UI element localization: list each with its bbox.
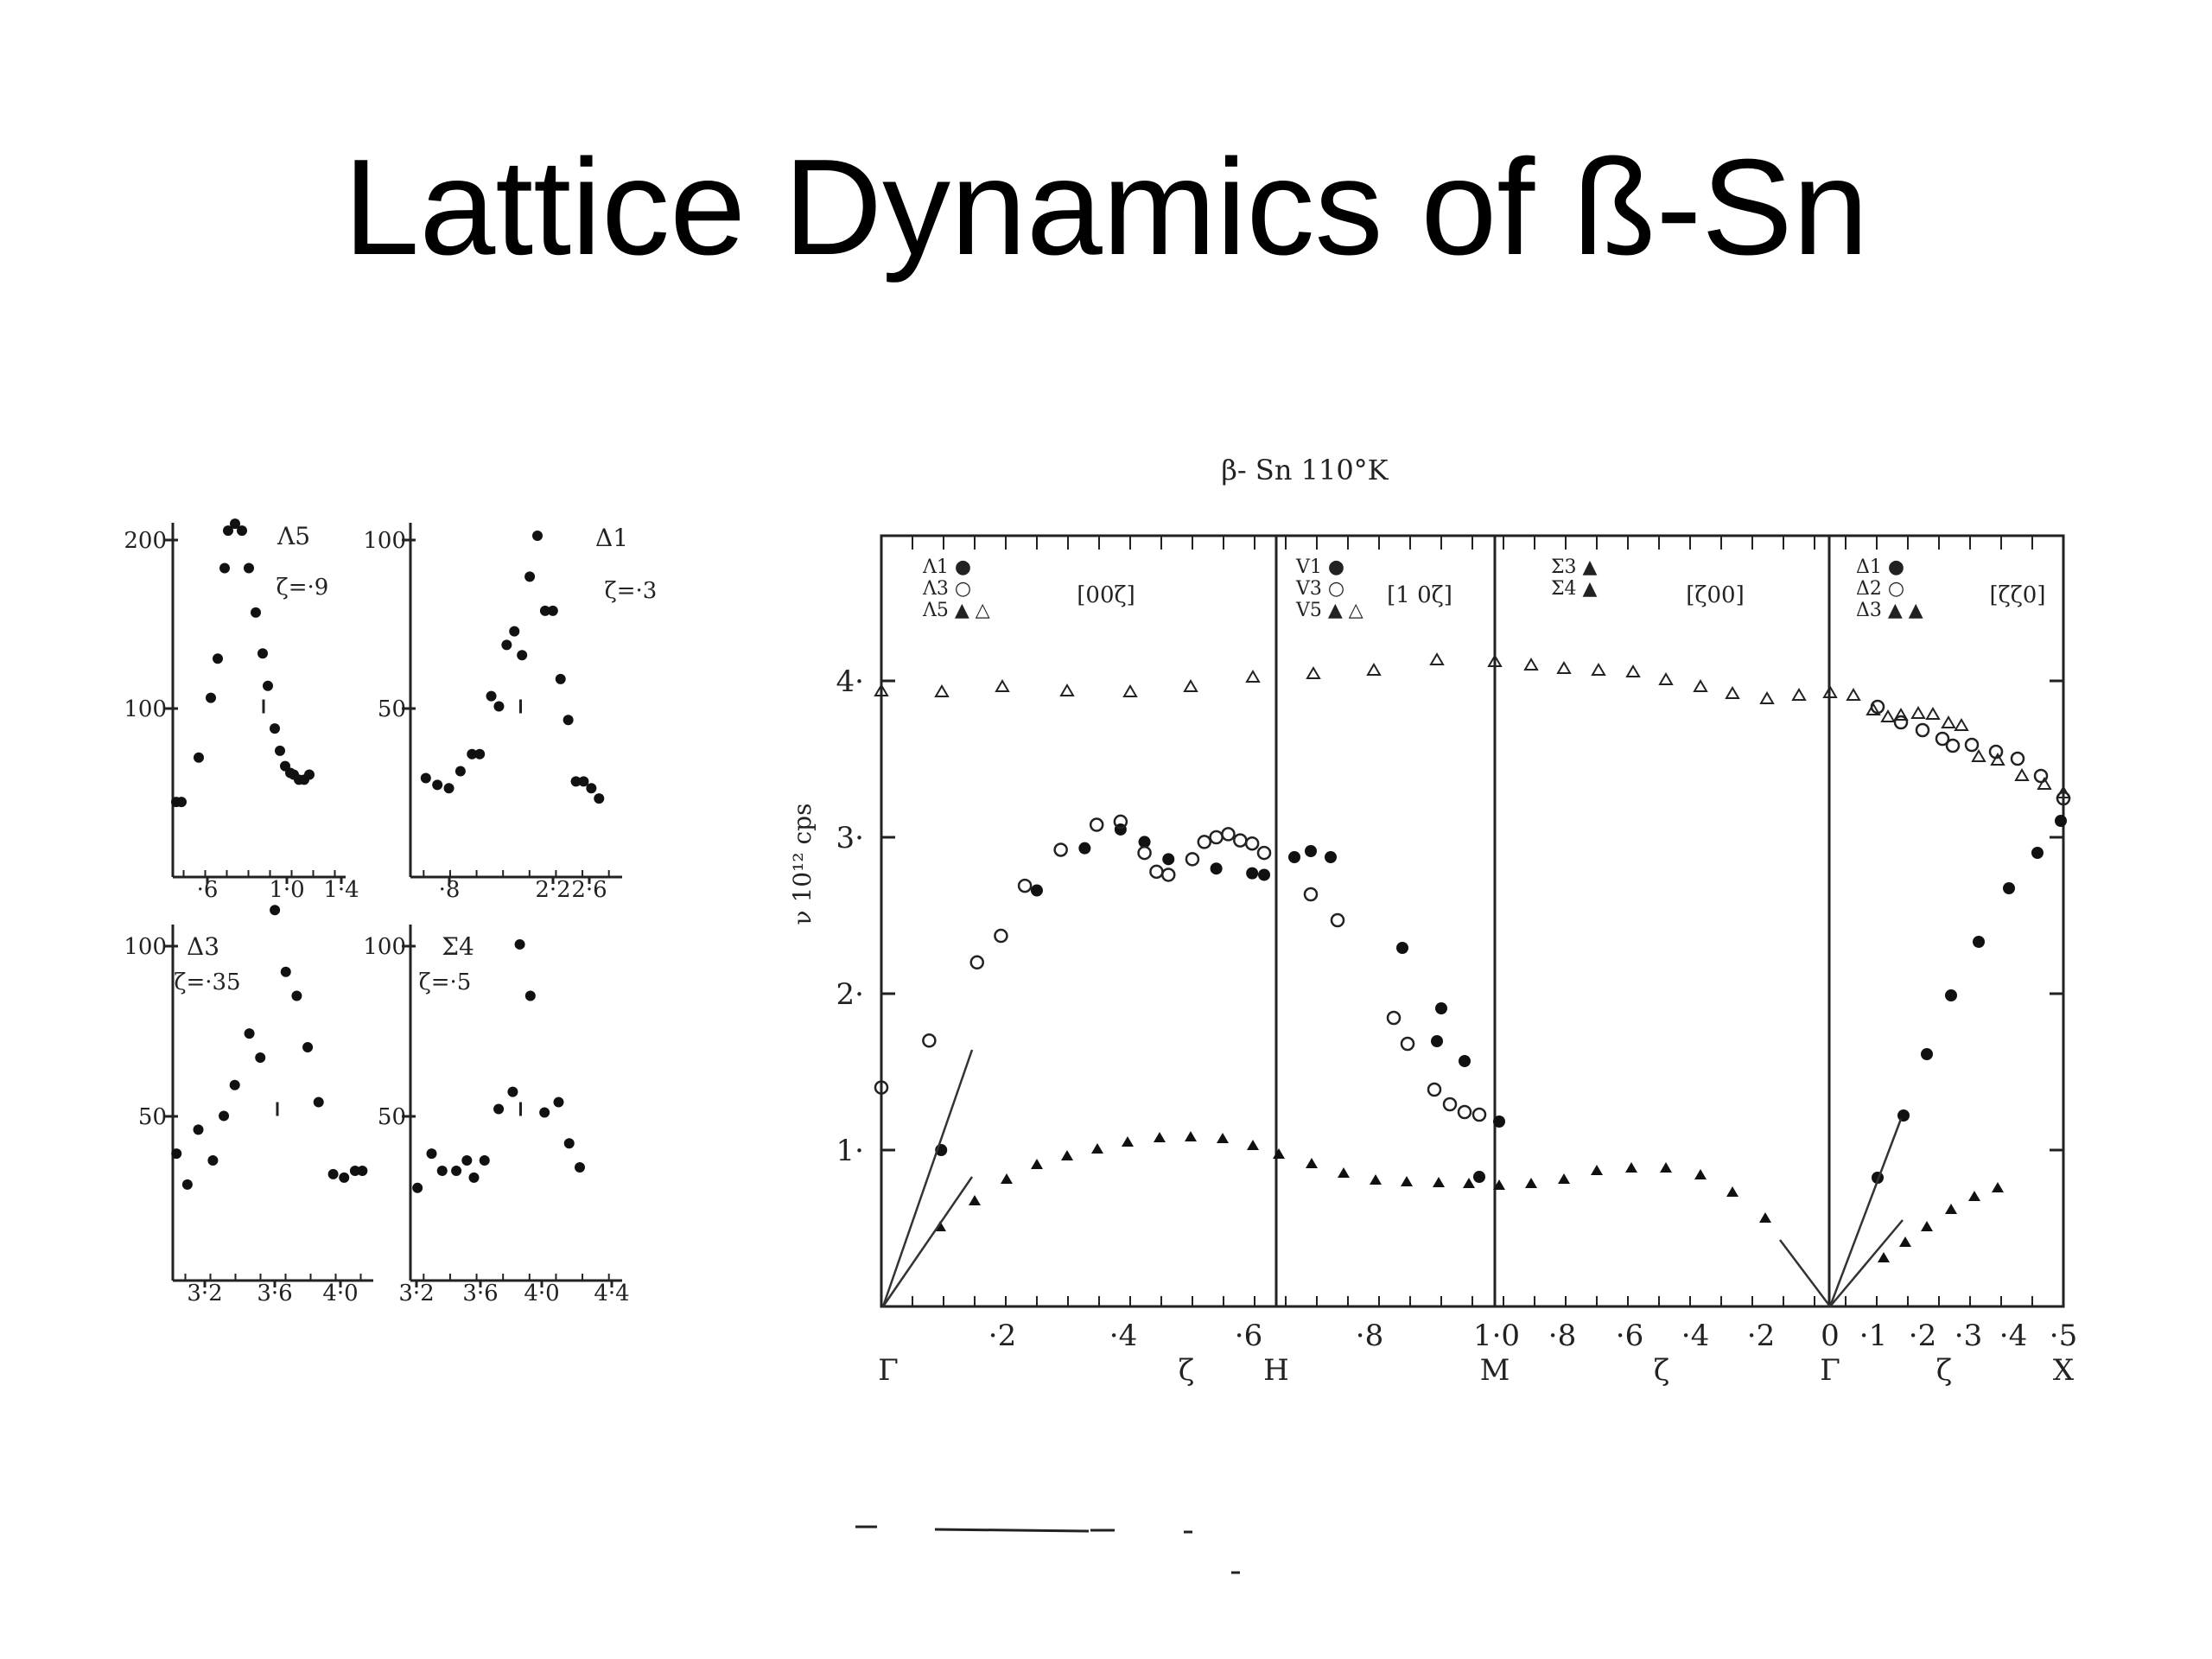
open-triangle-point [1793, 690, 1805, 700]
direction-label: [00ζ] [1077, 582, 1135, 608]
data-point [474, 749, 485, 760]
open-triangle-point [1247, 671, 1259, 682]
open-triangle-point [936, 686, 948, 696]
open-circle-point [1947, 740, 1959, 752]
data-point [263, 681, 273, 691]
data-point [314, 1097, 324, 1108]
direction-label: [ζ00] [1686, 582, 1745, 608]
open-circle-point [1459, 1106, 1471, 1118]
x-tick-label: 4·0 [524, 1281, 560, 1306]
filled-circle-point [1431, 1035, 1443, 1047]
filled-triangle-point [1921, 1221, 1933, 1231]
x-tick-label: 3·6 [462, 1281, 499, 1306]
open-triangle-point [2016, 770, 2028, 780]
legend-entry: Λ5 ▲ △ [923, 600, 990, 621]
symmetry-point-label: X [2052, 1353, 2075, 1388]
y-tick-label: 50 [377, 696, 406, 722]
x-tick-label: ·2 [1746, 1319, 1776, 1353]
data-point [556, 674, 566, 684]
x-tick-label: ·3 [1954, 1319, 1983, 1353]
x-tick-label: 3·6 [257, 1281, 293, 1306]
y-tick-label: 2· [836, 977, 864, 1012]
section-4 [1856, 556, 2046, 621]
filled-circle-point [1459, 1055, 1471, 1067]
open-circle-point [995, 930, 1007, 942]
x-tick-label: 1·0 [269, 877, 305, 903]
data-point [469, 1173, 480, 1183]
open-triangle-point [1558, 663, 1570, 673]
symmetry-point-label: ζ [1936, 1353, 1953, 1388]
open-circle-point [2035, 770, 2047, 782]
data-point [255, 1052, 265, 1063]
legend-entry: Σ3 ▲ [1551, 556, 1598, 578]
open-circle-point [1246, 837, 1258, 849]
open-circle-point [1428, 1084, 1440, 1096]
panel-bottom-right [363, 925, 629, 1306]
filled-triangle-point [1726, 1186, 1738, 1197]
legend-entry: Σ4 ▲ [1551, 578, 1598, 600]
data-point [237, 525, 247, 536]
data-point [244, 563, 254, 574]
filled-circle-point [1078, 842, 1090, 855]
open-triangle-point [1660, 674, 1672, 684]
open-circle-point [2012, 753, 2024, 765]
data-point [275, 746, 285, 756]
open-circle-point [1966, 739, 1978, 751]
open-circle-point [1473, 1109, 1485, 1121]
open-triangle-point [1368, 664, 1380, 675]
open-circle-point [1895, 716, 1907, 728]
filled-circle-point [1435, 1002, 1447, 1014]
open-triangle-point [1124, 686, 1136, 696]
symmetry-point-label: ζ [1178, 1353, 1195, 1388]
chart-title: β- Sn 110°K [1221, 454, 1389, 486]
x-tick-label: 4·0 [322, 1281, 359, 1306]
x-tick-label: ·4 [1999, 1319, 2028, 1353]
filled-circle-point [1031, 885, 1043, 897]
data-point [270, 905, 280, 915]
data-point [548, 606, 558, 616]
open-circle-point [1055, 843, 1067, 855]
open-triangle-point [1992, 754, 2004, 765]
open-circle-point [1258, 847, 1270, 859]
data-point [251, 607, 261, 618]
x-tick-label: 3·2 [398, 1281, 435, 1306]
data-point [339, 1173, 349, 1183]
data-point [564, 1138, 575, 1148]
data-point [182, 1179, 193, 1190]
zeta-label: ζ=·3 [604, 578, 658, 604]
open-circle-point [1162, 868, 1174, 880]
filled-triangle-point [1625, 1162, 1637, 1173]
filled-triangle-point [1694, 1169, 1707, 1179]
symmetry-point-label: H [1263, 1353, 1289, 1388]
y-axis-label: ν 10¹² cps [788, 803, 817, 925]
open-circle-point [971, 957, 983, 969]
filled-circle-point [1305, 845, 1317, 857]
x-tick-label: 4·4 [594, 1281, 630, 1306]
data-point [554, 1097, 564, 1108]
filled-circle-point [2003, 882, 2015, 894]
filled-circle-point [1921, 1048, 1933, 1060]
x-tick-label: 1·4 [323, 877, 359, 903]
filled-triangle-point [1401, 1176, 1413, 1186]
filled-circle-point [1258, 868, 1270, 880]
x-tick-label: ·8 [1548, 1319, 1577, 1353]
legend-entry: Δ3 ▲ ▲ [1856, 600, 1923, 621]
open-triangle-point [1973, 751, 1985, 761]
x-tick-label: ·2 [988, 1319, 1017, 1353]
data-point [328, 1169, 339, 1179]
data-point [257, 648, 268, 658]
open-triangle-point [1847, 690, 1859, 700]
symmetry-point-label: ζ [1653, 1353, 1670, 1388]
data-point [171, 1148, 181, 1159]
legend-entry: V1 ● [1296, 556, 1345, 578]
open-triangle-point [1185, 681, 1197, 691]
data-point [493, 1104, 504, 1115]
data-point [493, 702, 504, 712]
open-circle-point [1234, 835, 1246, 847]
filled-triangle-point [1660, 1162, 1672, 1173]
x-tick-label: ·4 [1109, 1319, 1138, 1353]
x-tick-label: ·6 [1615, 1319, 1644, 1353]
x-tick-label: ·6 [1234, 1319, 1263, 1353]
x-tick-label: ·2 [1908, 1319, 1937, 1353]
filled-circle-point [2055, 815, 2067, 827]
filled-circle-point [1211, 862, 1223, 874]
y-tick-label: 50 [137, 1104, 167, 1130]
legend-entry: Λ1 ● [923, 556, 972, 578]
filled-triangle-point [1945, 1204, 1957, 1214]
data-point [412, 1183, 423, 1193]
data-point [427, 1148, 437, 1159]
open-circle-point [1198, 836, 1211, 848]
zeta-label: ζ=·9 [276, 575, 329, 601]
open-triangle-point [996, 681, 1008, 691]
data-point [461, 1155, 472, 1166]
open-circle-point [1332, 914, 1344, 926]
open-triangle-point [1431, 654, 1443, 664]
data-point [219, 563, 230, 574]
data-point [563, 715, 574, 725]
legend-entry: V3 ○ [1296, 578, 1345, 600]
x-tick-label: 0 [1821, 1319, 1840, 1353]
mode-label: Δ1 [594, 524, 629, 552]
mode-label: Λ5 [276, 522, 311, 550]
data-point [501, 639, 512, 650]
y-tick-label: 100 [363, 528, 406, 554]
chart-frame [881, 536, 2063, 1306]
filled-circle-point [1396, 942, 1408, 954]
symmetry-point-label: Γ [1820, 1353, 1840, 1388]
data-point [357, 1166, 367, 1176]
data-point [291, 990, 302, 1001]
filled-circle-point [1945, 989, 1957, 1001]
data-point [444, 783, 454, 793]
filled-triangle-point [1370, 1174, 1382, 1185]
filled-triangle-point [1273, 1148, 1285, 1159]
data-point [270, 723, 280, 734]
data-point [207, 1155, 218, 1166]
symmetry-point-label: Γ [878, 1353, 899, 1388]
data-point [432, 779, 442, 790]
symmetry-point-label: M [1479, 1353, 1510, 1388]
data-point [213, 653, 223, 664]
x-tick-label: ·4 [1681, 1319, 1710, 1353]
open-circle-point [1305, 888, 1317, 900]
data-point [486, 691, 497, 702]
filled-triangle-point [1463, 1178, 1475, 1188]
open-circle-point [1186, 853, 1198, 865]
filled-triangle-point [1061, 1150, 1073, 1160]
x-tick-label: ·8 [1355, 1319, 1384, 1353]
data-point [176, 797, 187, 807]
filled-triangle-point [1185, 1131, 1197, 1141]
open-circle-point [1139, 847, 1151, 859]
slope-line [1830, 1220, 1903, 1306]
data-point [525, 990, 536, 1001]
filled-triangle-point [1247, 1140, 1259, 1150]
data-point [480, 1155, 490, 1166]
y-tick-label: 1· [836, 1134, 864, 1168]
y-tick-label: 100 [363, 934, 406, 960]
open-triangle-point [1592, 664, 1605, 675]
slope-line [1830, 1119, 1901, 1306]
data-point [451, 1166, 461, 1176]
data-point [219, 1110, 229, 1121]
open-triangle-point [1627, 666, 1639, 677]
data-point [594, 793, 604, 804]
x-tick-label: ·8 [438, 877, 461, 903]
filled-circle-point [1973, 936, 1985, 948]
open-triangle-point [1942, 717, 1955, 728]
data-point [515, 939, 525, 950]
open-circle-point [1090, 819, 1103, 831]
open-triangle-point [1912, 708, 1924, 718]
x-tick-label: 3·2 [187, 1281, 223, 1306]
slope-line [883, 1177, 972, 1306]
open-circle-point [1019, 880, 1031, 892]
filled-triangle-point [1525, 1178, 1537, 1188]
data-point [539, 1107, 550, 1117]
section-3 [1551, 556, 1745, 608]
open-triangle-point [1061, 685, 1073, 696]
slope-line [883, 1050, 972, 1306]
data-point [281, 967, 291, 977]
filled-triangle-point [1001, 1173, 1013, 1184]
filled-circle-point [1473, 1171, 1485, 1183]
legend-entry: Δ2 ○ [1856, 578, 1905, 600]
legend-entry: V5 ▲ △ [1296, 600, 1363, 621]
section-2 [1295, 556, 1452, 621]
filled-triangle-point [1968, 1191, 1980, 1201]
filled-triangle-point [1899, 1236, 1911, 1247]
data-point [586, 783, 596, 793]
filled-triangle-point [1759, 1212, 1771, 1223]
y-tick-label: 50 [377, 1104, 406, 1130]
filled-triangle-point [1154, 1132, 1166, 1142]
filled-triangle-point [1992, 1182, 2004, 1192]
filled-triangle-point [1031, 1159, 1043, 1169]
x-tick-label: ·6 [196, 877, 219, 903]
open-triangle-point [1882, 711, 1894, 721]
data-point [575, 1162, 585, 1173]
slide-title: Lattice Dynamics of ß-Sn [343, 131, 1869, 283]
filled-circle-point [1325, 851, 1337, 863]
data-point [517, 650, 527, 660]
legend-entry: Λ3 ○ [923, 578, 972, 600]
filled-circle-point [1493, 1116, 1505, 1128]
data-point [230, 1080, 240, 1090]
data-point [437, 1166, 448, 1176]
direction-label: [1 0ζ] [1387, 582, 1452, 608]
filled-triangle-point [1122, 1136, 1134, 1147]
open-circle-point [1444, 1098, 1456, 1110]
data-point [421, 772, 431, 783]
main-dispersion-chart [788, 454, 2077, 1388]
data-point [194, 1124, 204, 1135]
y-tick-label: 100 [124, 696, 167, 722]
filled-triangle-point [1217, 1133, 1229, 1143]
data-point [532, 531, 543, 541]
open-triangle-point [1694, 681, 1707, 691]
open-circle-point [1211, 831, 1223, 843]
section-1 [922, 556, 1135, 621]
open-circle-point [1402, 1038, 1414, 1050]
open-triangle-point [1525, 659, 1537, 670]
filled-triangle-point [1433, 1177, 1445, 1187]
open-triangle-point [1927, 709, 1939, 719]
open-triangle-point [1307, 668, 1319, 678]
data-point [509, 626, 519, 637]
x-tick-label: ·1 [1859, 1319, 1888, 1353]
filled-circle-point [1288, 851, 1300, 863]
open-circle-point [1150, 866, 1162, 878]
y-tick-label: 200 [124, 528, 167, 554]
y-tick-label: 4· [836, 664, 864, 699]
filled-circle-point [2031, 847, 2044, 859]
data-point [304, 770, 315, 780]
data-point [206, 693, 216, 703]
filled-triangle-point [1591, 1165, 1603, 1175]
data-point [194, 753, 204, 763]
y-tick-label: 3· [836, 821, 864, 855]
panel-top-left [124, 518, 359, 903]
open-triangle-point [1955, 720, 1967, 730]
x-tick-label: ·5 [2049, 1319, 2078, 1353]
filled-triangle-point [1338, 1167, 1350, 1178]
open-triangle-point [1726, 688, 1738, 698]
panel-top-right [363, 523, 657, 903]
slope-line [1780, 1240, 1830, 1306]
open-circle-point [1916, 724, 1929, 736]
data-point [524, 571, 535, 582]
y-tick-label: 100 [124, 934, 167, 960]
filled-triangle-point [1306, 1158, 1318, 1168]
open-circle-point [1222, 828, 1234, 840]
open-triangle-point [1761, 693, 1773, 703]
panel-bottom-left [124, 905, 373, 1306]
filled-triangle-point [1878, 1252, 1890, 1262]
open-circle-point [923, 1034, 935, 1046]
filled-circle-point [1246, 868, 1258, 880]
data-point [507, 1087, 518, 1097]
open-circle-point [1388, 1012, 1400, 1024]
filled-triangle-point [1558, 1173, 1570, 1184]
data-point [455, 766, 466, 777]
zeta-label: ζ=·5 [418, 969, 472, 995]
mode-label: Δ3 [186, 932, 220, 961]
filled-circle-point [1162, 853, 1174, 865]
scan-artifacts [855, 1527, 1240, 1573]
filled-triangle-point [969, 1195, 981, 1205]
direction-label: [ζζ0] [1989, 582, 2046, 608]
legend-entry: Δ1 ● [1856, 556, 1905, 578]
filled-triangle-point [1091, 1143, 1103, 1154]
x-tick-label: 2·6 [571, 877, 607, 903]
mode-label: Σ4 [442, 932, 474, 961]
zeta-label: ζ=·35 [174, 969, 241, 995]
data-point [302, 1042, 313, 1052]
filled-circle-point [1897, 1109, 1910, 1122]
data-point [245, 1028, 255, 1039]
x-tick-label: 1·0 [1472, 1319, 1521, 1353]
x-tick-label: 2·2 [535, 877, 571, 903]
